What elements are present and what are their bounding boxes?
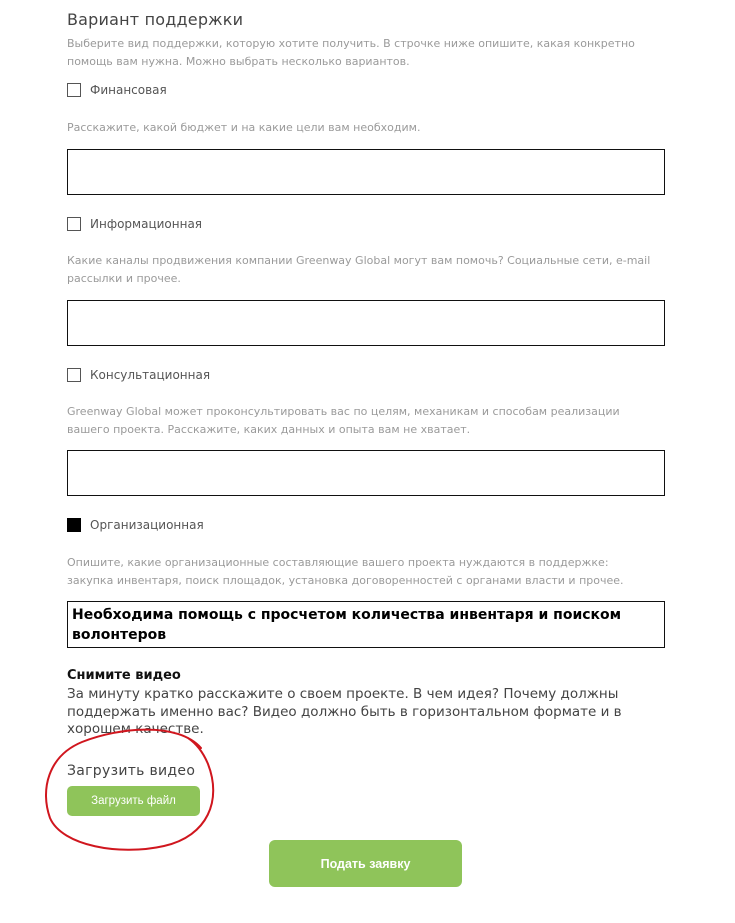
option-consulting-label: Консультационная <box>90 368 211 382</box>
hint-informational: Какие каналы продвижения компании Greenway Global могут вам помочь? Социальные сети, e-mail рассылки и прочее. <box>67 254 651 285</box>
option-financial-label: Финансовая <box>90 83 167 97</box>
upload-file-button[interactable]: Загрузить файл <box>67 786 200 816</box>
submit-application-button[interactable]: Подать заявку <box>269 840 462 887</box>
checkbox-consulting[interactable] <box>67 368 81 382</box>
input-informational[interactable] <box>67 300 665 346</box>
option-financial[interactable] <box>67 83 167 97</box>
option-informational-label: Информационная <box>90 217 203 231</box>
hint-organizational: Опишите, какие организационные составляющие вашего проекта нуждаются в поддержке: закупка инвентаря, поиск площадок, установка договоренностей с органами власти и прочее. <box>67 556 624 587</box>
checkbox-informational[interactable] <box>67 217 81 231</box>
upload-video-title: Загрузить видео <box>67 763 196 779</box>
input-organizational[interactable]: Необходима помощь с просчетом количества инвентаря и поиском волонтеров <box>67 601 665 648</box>
input-consulting[interactable] <box>67 450 665 496</box>
input-financial[interactable] <box>67 149 665 195</box>
option-informational[interactable] <box>67 217 202 231</box>
option-organizational-label: Организационная <box>90 518 204 532</box>
checkbox-financial[interactable] <box>67 83 81 97</box>
video-section-title: Снимите видео <box>67 668 181 683</box>
hint-financial: Расскажите, какой бюджет и на какие цели вам необходим. <box>67 121 421 134</box>
option-organizational[interactable] <box>67 518 204 532</box>
hint-consulting: Greenway Global может проконсультировать вас по целям, механикам и способам реализации вашего проекта. Расскажите, каких данных и опыта вам не хватает. <box>67 405 620 436</box>
video-section-description: За минуту кратко расскажите о своем проекте. В чем идея? Почему должны поддержать именно вас? Видео должно быть в горизонтальном формате и в хорошем качестве. <box>67 686 622 737</box>
option-consulting[interactable] <box>67 368 210 382</box>
support-section-title: Вариант поддержки <box>67 10 244 29</box>
support-section-description: Выберите вид поддержки, которую хотите получить. В строчке ниже опишите, какая конкретно помощь вам нужна. Можно выбрать несколько вариантов. <box>67 37 635 68</box>
checkbox-organizational[interactable] <box>67 518 81 532</box>
